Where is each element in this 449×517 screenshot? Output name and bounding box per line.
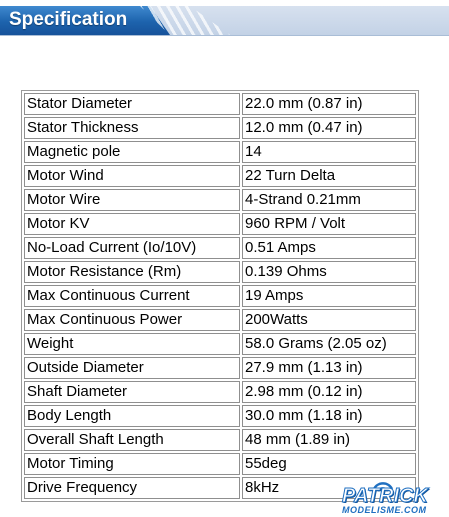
table-row xyxy=(24,405,416,427)
spec-table-body xyxy=(24,93,416,499)
spec-value: 27.9 mm (1.13 in) xyxy=(242,357,416,379)
spec-label: Motor KV xyxy=(24,213,240,235)
spec-table xyxy=(21,90,419,502)
table-row xyxy=(24,117,416,139)
spec-label: Overall Shaft Length xyxy=(24,429,240,451)
spec-value: 2.98 mm (0.12 in) xyxy=(242,381,416,403)
spec-value: 4-Strand 0.21mm xyxy=(242,189,416,211)
spec-label: No-Load Current (Io/10V) xyxy=(24,237,240,259)
spec-label: Motor Wire xyxy=(24,189,240,211)
table-row xyxy=(24,93,416,115)
spec-value: 22 Turn Delta xyxy=(242,165,416,187)
watermark-site: MODELISME.COM xyxy=(342,505,427,515)
spec-value: 12.0 mm (0.47 in) xyxy=(242,117,416,139)
section-title: Specification xyxy=(9,9,128,30)
spec-value: 22.0 mm (0.87 in) xyxy=(242,93,416,115)
table-row xyxy=(24,213,416,235)
spec-label: Drive Frequency xyxy=(24,477,240,499)
table-row xyxy=(24,285,416,307)
spec-value: 55deg xyxy=(242,453,416,475)
spec-label: Max Continuous Power xyxy=(24,309,240,331)
table-row xyxy=(24,309,416,331)
spec-value: 200Watts xyxy=(242,309,416,331)
spec-label: Stator Diameter xyxy=(24,93,240,115)
spec-label: Shaft Diameter xyxy=(24,381,240,403)
table-row xyxy=(24,189,416,211)
table-row xyxy=(24,357,416,379)
table-row xyxy=(24,165,416,187)
spec-label: Magnetic pole xyxy=(24,141,240,163)
table-row xyxy=(24,429,416,451)
spec-label: Outside Diameter xyxy=(24,357,240,379)
spec-value: 8kHz xyxy=(242,477,416,499)
table-row xyxy=(24,333,416,355)
spec-label: Body Length xyxy=(24,405,240,427)
table-row xyxy=(24,141,416,163)
spec-label: Motor Resistance (Rm) xyxy=(24,261,240,283)
spec-label: Max Continuous Current xyxy=(24,285,240,307)
spec-value: 14 xyxy=(242,141,416,163)
spec-value: 960 RPM / Volt xyxy=(242,213,416,235)
spec-label: Motor Timing xyxy=(24,453,240,475)
spec-value: 30.0 mm (1.18 in) xyxy=(242,405,416,427)
spec-label: Weight xyxy=(24,333,240,355)
spec-value: 0.139 Ohms xyxy=(242,261,416,283)
section-header xyxy=(0,0,449,40)
spec-label: Stator Thickness xyxy=(24,117,240,139)
spec-value: 48 mm (1.89 in) xyxy=(242,429,416,451)
spec-value: 0.51 Amps xyxy=(242,237,416,259)
spec-value: 19 Amps xyxy=(242,285,416,307)
watermark-logo xyxy=(338,479,448,517)
spec-label: Motor Wind xyxy=(24,165,240,187)
watermark-name: PATRICK xyxy=(342,485,428,507)
table-row xyxy=(24,453,416,475)
table-row xyxy=(24,237,416,259)
table-row xyxy=(24,261,416,283)
spec-value: 58.0 Grams (2.05 oz) xyxy=(242,333,416,355)
table-row xyxy=(24,381,416,403)
